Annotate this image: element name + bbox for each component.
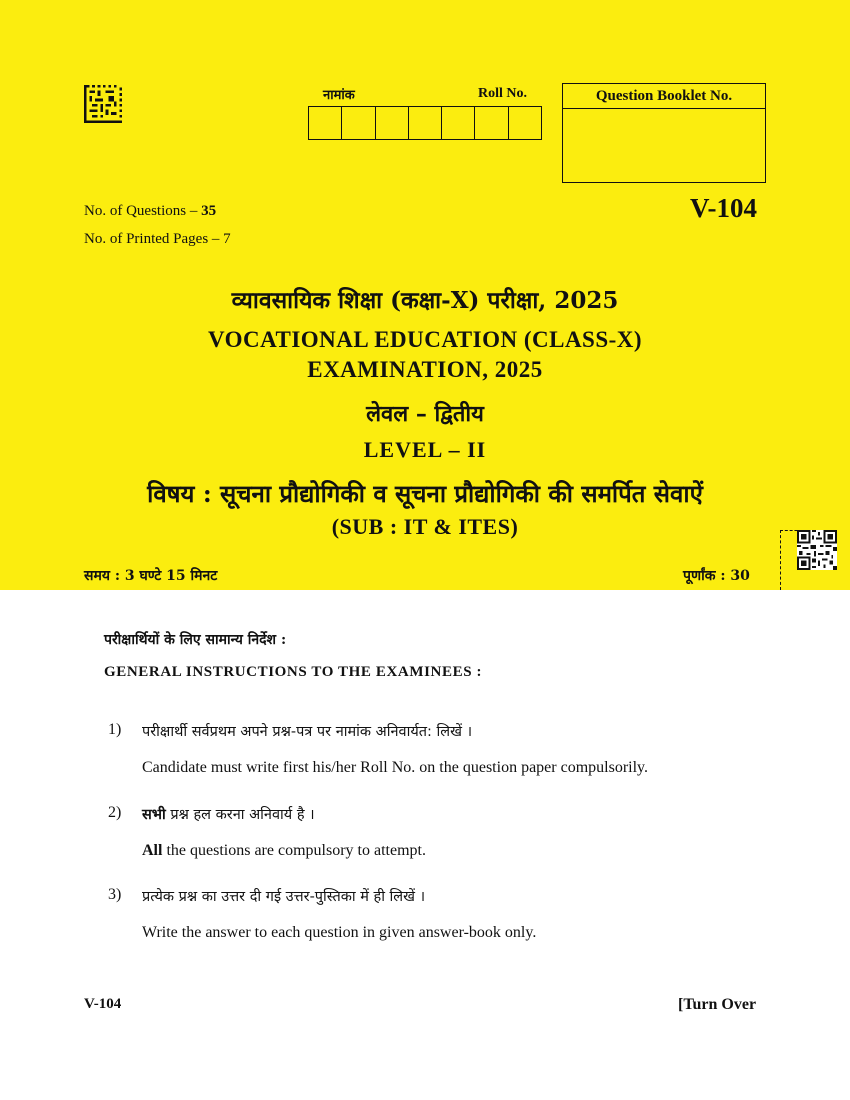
maximum-marks: पूर्णांक : 30: [683, 568, 750, 584]
question-booklet-number-box[interactable]: [562, 83, 766, 183]
roll-number-label: Roll No.: [478, 86, 527, 101]
roll-number-label-hindi: नामांक: [323, 88, 355, 103]
number-of-questions: [84, 203, 216, 220]
instruction-text-english: [142, 842, 426, 860]
roll-number-digit-box[interactable]: [342, 107, 375, 139]
exam-title-english-line2: EXAMINATION, 2025: [307, 357, 543, 382]
exam-title-hindi: व्यावसायिक शिक्षा (कक्षा-X) परीक्षा, 2025: [231, 287, 619, 314]
roll-number-digit-box[interactable]: [509, 107, 541, 139]
instruction-text-english: [142, 759, 648, 777]
instruction-text-english: [142, 924, 536, 942]
datamatrix-code-icon: [84, 85, 122, 123]
instruction-text-hindi-emphasis: सभी: [142, 807, 166, 823]
instruction-text-hindi-body: प्रश्न हल करना अनिवार्य है ।: [165, 807, 315, 823]
roll-number-digit-box[interactable]: [442, 107, 475, 139]
question-booklet-label: Question Booklet No.: [563, 84, 765, 109]
instruction-text-hindi-body: प्रत्येक प्रश्न का उत्तर दी गई उत्तर-पुस्तिका में ही लिखें ।: [142, 889, 426, 905]
instruction-number: 1): [108, 721, 122, 738]
instruction-text-hindi: [142, 804, 315, 824]
number-of-questions-value: 35: [201, 203, 217, 219]
instructions-heading-hindi: परीक्षार्थियों के लिए सामान्य निर्देश :: [104, 632, 287, 648]
exam-duration: समय : 3 घण्टे 15 मिनट: [84, 568, 218, 584]
subject-hindi: विषय : सूचना प्रौद्योगिकी व सूचना प्रौद्योगिकी की समर्पित सेवाऐं: [147, 479, 703, 508]
instruction-text-english-emphasis: All: [142, 842, 163, 859]
paper-code: V-104: [690, 193, 757, 223]
qr-code-icon: [797, 530, 837, 570]
printed-pages-label: No. of Printed Pages –: [84, 231, 224, 247]
exam-title-english: [0, 325, 850, 385]
footer-paper-code: V-104: [84, 996, 122, 1012]
roll-number-digit-box[interactable]: [376, 107, 409, 139]
instruction-text-english-body: Candidate must write first his/her Roll No. on the question paper compulsorily.: [142, 759, 648, 776]
instruction-text-english-body: Write the answer to each question in given answer-book only.: [142, 924, 537, 941]
instruction-text-hindi: [142, 886, 425, 906]
roll-number-digit-box[interactable]: [409, 107, 442, 139]
turn-over-label: [Turn Over: [678, 996, 757, 1013]
instruction-text-hindi: [142, 721, 472, 741]
roll-number-digit-box[interactable]: [475, 107, 508, 139]
instruction-number: 3): [108, 886, 122, 903]
instructions-heading-english: GENERAL INSTRUCTIONS TO THE EXAMINEES :: [104, 664, 483, 680]
level-hindi: लेवल – द्वितीय: [366, 401, 484, 427]
number-of-printed-pages: [84, 231, 231, 248]
roll-number-boxes[interactable]: [308, 106, 542, 140]
number-of-questions-label: No. of Questions –: [84, 203, 202, 219]
instruction-number: 2): [108, 804, 122, 821]
instruction-text-english-body: the questions are compulsory to attempt.: [162, 842, 426, 859]
exam-title-english-line1: VOCATIONAL EDUCATION (CLASS-X): [207, 327, 643, 352]
subject-english: (SUB : IT & ITES): [331, 514, 519, 539]
instruction-text-hindi-body: परीक्षार्थी सर्वप्रथम अपने प्रश्न-पत्र पर नामांक अनिवार्यत: लिखें ।: [142, 724, 473, 740]
level-english: LEVEL – II: [363, 437, 487, 462]
roll-number-digit-box[interactable]: [309, 107, 342, 139]
printed-pages-value: 7: [223, 231, 231, 247]
